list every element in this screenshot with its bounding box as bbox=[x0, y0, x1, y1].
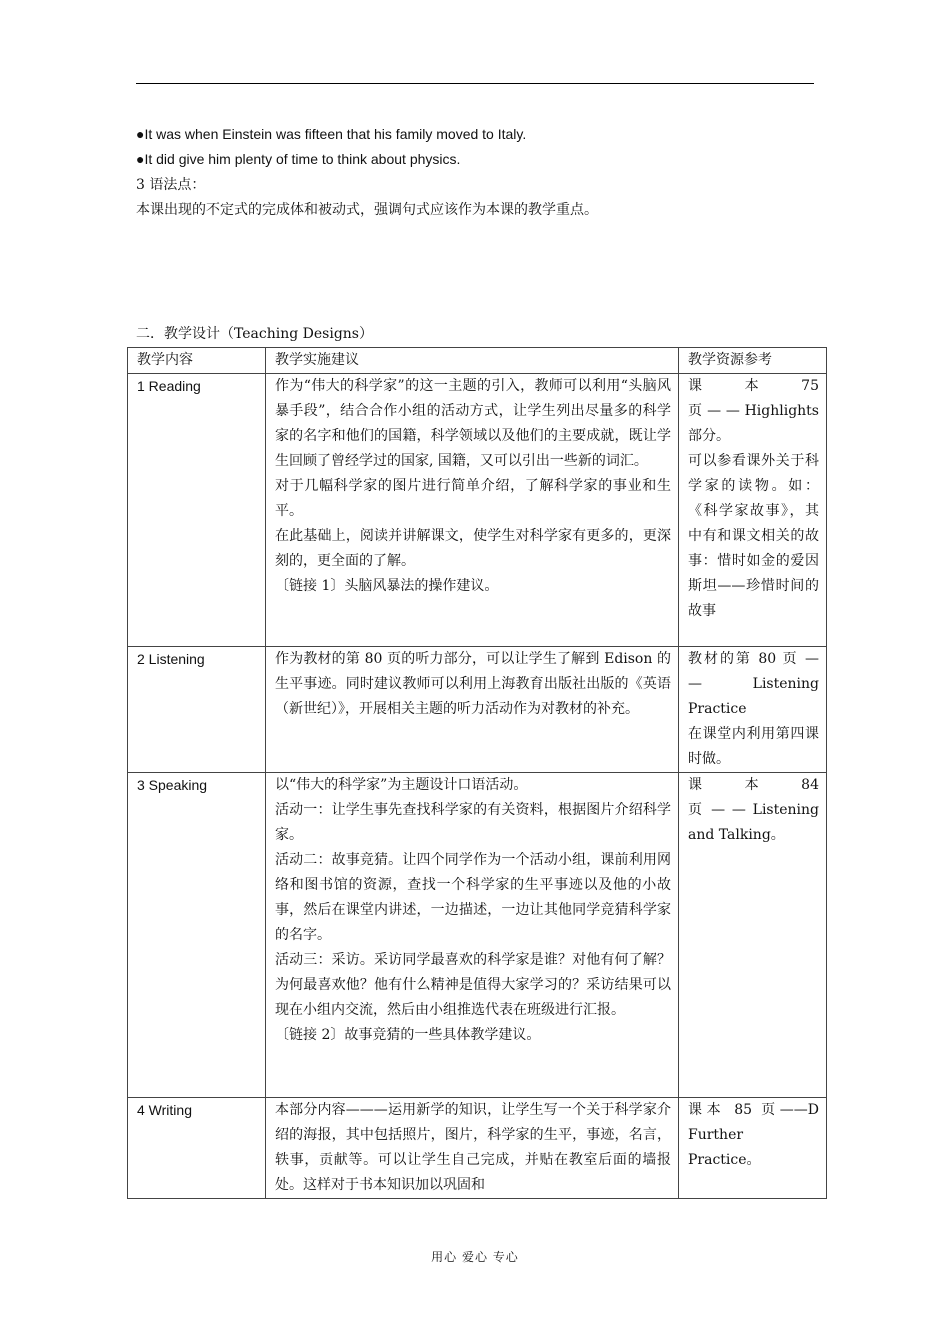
resource-ref-b: 本 bbox=[744, 777, 759, 793]
header-content: 教学内容 bbox=[128, 348, 266, 374]
grammar-heading: 3 语法点： bbox=[136, 177, 206, 193]
advice-paragraph: 作为教材的第 80 页的听力部分，可以让学生了解到 Edison 的生平事迹。同时建议教师可以利用上海教育出版社出版的《英语（新世纪）》，开展相关主题的听力活动作为对教材的补充。 bbox=[275, 651, 671, 717]
resource-ref-b: 本 bbox=[744, 378, 759, 394]
row-resources-listening bbox=[679, 647, 827, 773]
table-row-writing bbox=[128, 1098, 827, 1199]
resource-ref-line bbox=[688, 773, 819, 798]
advice-paragraph: 活动三：采访。采访同学最喜欢的科学家是谁？对他有何了解？为何最喜欢他？他有什么精神是值得大家学习的？采访结果可以现在小组内交流，然后由小组推选代表在班级进行汇报。 bbox=[275, 952, 671, 1018]
resource-ref-c: 84 bbox=[801, 777, 819, 793]
header-rule bbox=[136, 83, 814, 84]
row-advice-speaking bbox=[266, 773, 679, 1098]
advice-paragraph: 对于几幅科学家的图片进行简单介绍，了解科学家的事业和生平。 bbox=[275, 478, 671, 519]
resource-ref-line bbox=[688, 374, 819, 399]
example-sentence-2: ●It did give him plenty of time to think about physics. bbox=[136, 151, 461, 167]
row-content-listening: 2 Listening bbox=[128, 647, 266, 773]
resource-extra: 在课堂内利用第四课时做。 bbox=[688, 726, 819, 767]
row-resources-writing bbox=[679, 1098, 827, 1199]
table-row-listening bbox=[128, 647, 827, 773]
resource-ref-c: 75 bbox=[801, 378, 819, 394]
section-title: 二．教学设计（Teaching Designs） bbox=[136, 326, 373, 342]
table-header-row bbox=[128, 348, 827, 374]
link-note: 〔链接 1〕头脑风暴法的操作建议。 bbox=[275, 578, 499, 594]
resource-ref-rest: 页 — — Listening and Talking。 bbox=[688, 802, 819, 843]
advice-paragraph: 本部分内容———运用新学的知识，让学生写一个关于科学家介绍的海报，其中包括照片，图片，科学家的生平，事迹，名言，轶事，贡献等。可以让学生自己完成，并贴在教室后面的墙报处。这样对于书本知识加以巩固和 bbox=[275, 1102, 671, 1193]
header-advice: 教学实施建议 bbox=[266, 348, 679, 374]
teaching-design-table bbox=[127, 347, 827, 1199]
row-content-speaking: 3 Speaking bbox=[128, 773, 266, 1098]
advice-paragraph: 活动一：让学生事先查找科学家的有关资料，根据图片介绍科学家。 bbox=[275, 802, 671, 843]
table-row-speaking bbox=[128, 773, 827, 1098]
resource-ref-a: 课 bbox=[688, 777, 702, 793]
advice-paragraph: 在此基础上，阅读并讲解课文，使学生对科学家有更多的，更深刻的，更全面的了解。 bbox=[275, 528, 671, 569]
advice-paragraph: 以“伟大的科学家”为主题设计口语活动。 bbox=[275, 777, 528, 793]
table-row-reading bbox=[128, 374, 827, 647]
row-advice-writing bbox=[266, 1098, 679, 1199]
grammar-text: 本课出现的不定式的完成体和被动式，强调句式应该作为本课的教学重点。 bbox=[136, 202, 598, 218]
advice-paragraph: 作为“伟大的科学家”的这一主题的引入，教师可以利用“头脑风暴手段”，结合合作小组的活动方式，让学生列出尽量多的科学家的名字和他们的国籍，科学领域以及他们的主要成就，既让学生回顾了曾经学过的国家, 国籍，又可以引出一些新的词汇。 bbox=[275, 378, 671, 469]
resource-extra: 可以参看课外关于科学家的读物。如：《科学家故事》，其中有和课文相关的故事：惜时如金的爱因斯坦——珍惜时间的故事 bbox=[688, 453, 819, 619]
row-advice-listening bbox=[266, 647, 679, 773]
header-resources: 教学资源参考 bbox=[679, 348, 827, 374]
row-resources-speaking bbox=[679, 773, 827, 1098]
row-content-writing: 4 Writing bbox=[128, 1098, 266, 1199]
resource-ref-rest: 页 — — Highlights 部分。 bbox=[688, 403, 819, 444]
row-resources-reading bbox=[679, 374, 827, 647]
resource-ref-a: 课 bbox=[688, 378, 702, 394]
link-note: 〔链接 2〕故事竞猜的一些具体教学建议。 bbox=[275, 1027, 541, 1043]
resource-main: 课本 85 页——D Further Practice。 bbox=[688, 1102, 819, 1168]
advice-paragraph: 活动二：故事竞猜。让四个同学作为一个活动小组，课前利用网络和图书馆的资源，查找一个科学家的生平事迹以及他的小故事，然后在课堂内讲述，一边描述，一边让其他同学竞猜科学家的名字。 bbox=[275, 852, 671, 943]
example-sentence-1: ●It was when Einstein was fifteen that his family moved to Italy. bbox=[136, 126, 527, 142]
resource-main: 教材的第 80 页 — — Listening Practice bbox=[688, 651, 819, 717]
row-advice-reading bbox=[266, 374, 679, 647]
page-footer: 用心 爱心 专心 bbox=[431, 1250, 519, 1264]
row-content-reading: 1 Reading bbox=[128, 374, 266, 647]
